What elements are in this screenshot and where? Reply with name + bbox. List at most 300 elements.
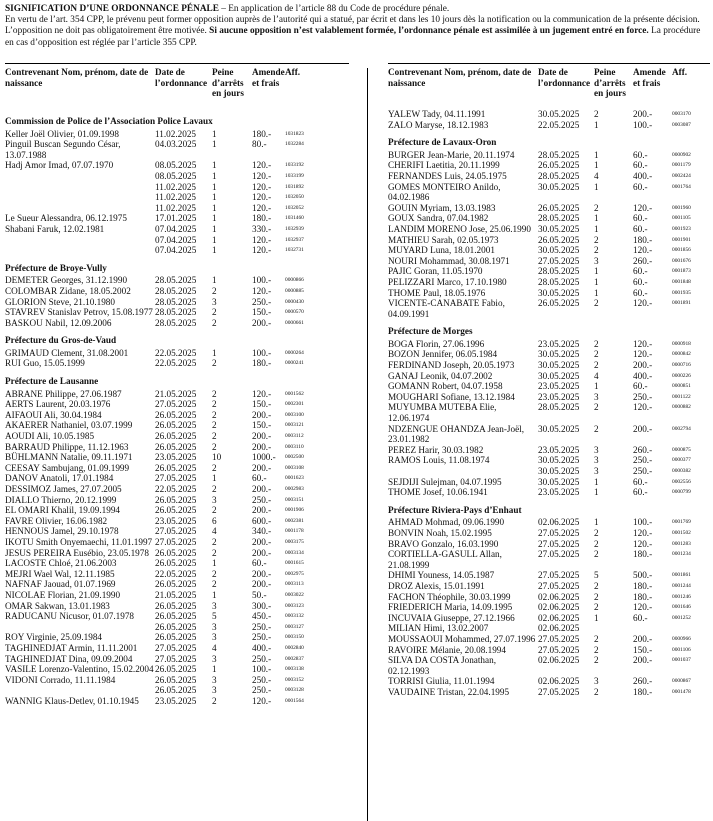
amende-frais: 400.- (252, 642, 272, 653)
affaire-number: 0001873 (672, 268, 691, 275)
ordonnance-date: 11.02.2025 (155, 181, 197, 192)
ordonnance-date: 30.05.2025 (538, 223, 580, 234)
ordonnance-entry (155, 611, 349, 622)
contrevenant-name: AIFAOUI Ali, 30.04.1984 (5, 409, 102, 420)
amende-frais: 180.- (252, 358, 272, 369)
contrevenant-name: MEJRI Wael Wal, 12.11.1985 (5, 568, 115, 579)
ordonnance-entry (538, 277, 710, 288)
peine-jours: 1 (212, 213, 217, 224)
contrevenant-name: Keller Joël Olivier, 01.09.1998 (5, 128, 119, 139)
affaire-number: 0000661 (285, 319, 304, 326)
ordonnance-entry (155, 643, 349, 654)
contrevenant-name: STAVREV Stanislav Petrov, 15.08.1977 (5, 307, 153, 318)
affaire-number: 0000875 (672, 446, 691, 453)
peine-jours: 2 (212, 409, 217, 420)
peine-jours: 1 (594, 223, 599, 234)
contrevenant-name: OMAR Sakwan, 13.01.1983 (5, 600, 110, 611)
ordonnance-date: 30.05.2025 (538, 287, 580, 298)
contrevenant-name: PELIZZARI Marco, 17.10.1980 (388, 276, 507, 287)
row-entries (155, 348, 349, 359)
ordonnance-date: 26.05.2025 (155, 494, 197, 505)
amende-frais: 120.- (252, 160, 272, 171)
table-row (388, 381, 710, 392)
ordonnance-entry (538, 517, 710, 528)
amende-frais: 60.- (633, 181, 648, 192)
amende-frais: 200.- (633, 360, 653, 371)
peine-jours: 2 (212, 695, 217, 706)
contrevenant-name: CHERIFI Laetitia, 20.11.1999 (388, 160, 500, 171)
affaire-number: 0000867 (672, 678, 691, 685)
table-row (5, 505, 349, 516)
ordonnance-date: 21.05.2025 (155, 388, 197, 399)
ordonnance-date: 26.05.2025 (155, 685, 197, 696)
table-row (388, 424, 710, 445)
contrevenant-name: SILVA DA COSTA Jonathan, 02.12.1993 (388, 655, 496, 676)
peine-jours: 3 (212, 600, 217, 611)
amende-frais: 60.- (633, 213, 648, 224)
affaire-number: 0001769 (672, 519, 691, 526)
table-row (5, 139, 349, 160)
contrevenant-name: BÜHLMANN Natalie, 09.11.1971 (5, 452, 133, 463)
peine-jours: 2 (594, 202, 599, 213)
ordonnance-date: 27.05.2025 (538, 570, 580, 581)
contrevenant-name: BASKOU Nabil, 12.09.2006 (5, 317, 112, 328)
amende-frais: 200.- (252, 409, 272, 420)
row-entries (155, 579, 349, 590)
table-row (388, 256, 710, 267)
peine-jours: 1 (594, 276, 599, 287)
amende-frais: 200.- (633, 655, 653, 666)
affaire-number: 0001244 (672, 582, 691, 589)
ordonnance-date: 02.06.2025 (538, 655, 580, 666)
amende-frais: 300.- (252, 600, 272, 611)
amende-frais: 120.- (252, 245, 272, 256)
affaire-number: 0001901 (672, 236, 691, 243)
ordonnance-entry (538, 288, 710, 299)
ordonnance-date: 11.02.2025 (155, 128, 197, 139)
ordonnance-date: 27.05.2025 (538, 633, 580, 644)
header-name: Contrevenant Nom, prénom, date de naissance (388, 67, 532, 88)
table-row (5, 654, 349, 665)
ordonnance-date: 27.05.2025 (538, 527, 580, 538)
amende-frais: 400.- (633, 370, 653, 381)
table-row (388, 676, 710, 687)
ordonnance-entry (538, 171, 710, 182)
amende-frais: 200.- (252, 505, 272, 516)
peine-jours: 3 (594, 455, 599, 466)
peine-jours: 2 (594, 338, 599, 349)
amende-frais: 250.- (252, 632, 272, 643)
peine-jours: 5 (212, 611, 217, 622)
ordonnance-entry (155, 537, 349, 548)
ordonnance-entry (538, 120, 710, 131)
contrevenant-name: DHIMI Youness, 14.05.1987 (388, 570, 495, 581)
peine-jours: 6 (212, 515, 217, 526)
ordonnance-date: 27.05.2025 (155, 536, 197, 547)
peine-jours: 3 (212, 653, 217, 664)
contrevenant-name: Pinguil Buscan Segundo César, 13.07.1988 (5, 139, 121, 160)
contrevenant-name: NICOLAE Florian, 21.09.1990 (5, 589, 121, 600)
peine-jours: 1 (212, 181, 217, 192)
table-row (5, 297, 349, 308)
section-title: Préfecture du Gros-de-Vaud (5, 335, 117, 346)
amende-frais: 180.- (633, 549, 653, 560)
peine-jours: 1 (594, 517, 599, 528)
left-column (5, 63, 349, 706)
ordonnance-entry (155, 420, 349, 431)
contrevenant-name: GOUX Sandra, 07.04.1982 (388, 213, 489, 224)
amende-frais: 200.- (633, 633, 653, 644)
row-entries (538, 392, 710, 403)
table-row (388, 645, 710, 656)
affaire-number: 0003110 (285, 443, 304, 450)
row-entries (155, 473, 349, 484)
row-entries (538, 203, 710, 214)
affaire-number: 0000882 (672, 404, 691, 411)
ordonnance-entry (538, 371, 710, 382)
ordonnance-entry (538, 298, 710, 309)
ordonnance-date: 23.05.2025 (538, 338, 580, 349)
row-entries (155, 643, 349, 654)
ordonnance-date: 26.05.2025 (155, 558, 197, 569)
amende-frais: 80.- (252, 139, 267, 150)
row-entries (155, 526, 349, 537)
contrevenant-name: MOUGHARI Sofiane, 13.12.1984 (388, 391, 515, 402)
affaire-number: 0001646 (672, 604, 691, 611)
ordonnance-entry (155, 526, 349, 537)
affaire-number: 0000382 (672, 468, 691, 474)
notice-subtitle: – En application de l’article 88 du Code de procédure pénale. (218, 4, 450, 14)
amende-frais: 250.- (633, 466, 653, 476)
affaire-number: 0001891 (672, 300, 691, 307)
affaire-number: 0000264 (285, 349, 304, 356)
ordonnance-entry (538, 455, 710, 466)
section-title: Préfecture de Lausanne (5, 376, 99, 387)
contrevenant-name: DESSIMOZ James, 27.07.2005 (5, 484, 122, 494)
affaire-number: 0003121 (285, 422, 304, 429)
affaire-number: 1032052 (285, 204, 304, 211)
section-title: Commission de Police de l’Association Police Lavaux (5, 116, 213, 126)
ordonnance-date: 11.02.2025 (155, 192, 197, 203)
ordonnance-date: 22.05.2025 (155, 358, 197, 369)
ordonnance-date: 26.05.2025 (155, 547, 197, 558)
row-entries (538, 539, 710, 550)
amende-frais: 150.- (252, 399, 272, 410)
row-entries (538, 570, 710, 581)
ordonnance-date: 27.05.2025 (538, 255, 580, 266)
ordonnance-entry (538, 687, 710, 698)
peine-jours: 1 (594, 160, 599, 171)
column-divider (367, 68, 368, 821)
row-entries (538, 360, 710, 371)
contrevenant-name: MUYARD Luna, 18.01.2001 (388, 245, 495, 256)
amende-frais: 1000.- (252, 452, 276, 463)
ordonnance-date: 27.05.2025 (155, 473, 197, 484)
table-row (388, 517, 710, 528)
contrevenant-name: LACOSTE Chloé, 21.06.2003 (5, 558, 117, 569)
contrevenant-name: HENNOUS Jamel, 29.10.1978 (5, 526, 119, 537)
peine-jours: 1 (212, 160, 217, 171)
peine-jours: 3 (212, 296, 217, 307)
peine-jours: 1 (594, 612, 599, 623)
peine-jours: 1 (594, 181, 599, 192)
affaire-number: 0001283 (672, 540, 691, 547)
contrevenant-name: TORRISI Giulia, 11.01.1994 (388, 676, 495, 687)
affaire-number: 0001037 (672, 657, 691, 664)
row-entries (538, 150, 710, 161)
affaire-number: 0000885 (285, 287, 304, 294)
notice-intro (5, 4, 708, 49)
table-row (388, 171, 710, 182)
peine-jours: 2 (594, 644, 599, 655)
affaire-number: 0003152 (285, 676, 304, 683)
affaire-number: 1033192 (285, 162, 304, 169)
ordonnance-entry (538, 213, 710, 224)
amende-frais: 200.- (633, 109, 653, 119)
row-entries (155, 601, 349, 612)
table-row (388, 445, 710, 456)
contrevenant-name: GLORION Steve, 21.10.1980 (5, 296, 115, 307)
contrevenant-name: FERNANDES Luis, 24.05.1975 (388, 170, 507, 181)
contrevenant-name: FACHON Théophile, 30.03.1999 (388, 591, 511, 602)
table-row (388, 213, 710, 224)
ordonnance-date: 30.05.2025 (538, 109, 580, 119)
affaire-number: 0001935 (672, 289, 691, 296)
row-entries (538, 277, 710, 288)
amende-frais: 120.- (633, 298, 653, 309)
ordonnance-entry (538, 613, 710, 624)
amende-frais: 200.- (252, 579, 272, 590)
affaire-number: 0003123 (285, 602, 304, 609)
contrevenant-name: INCUVAIA Giuseppe, 27.12.1966 (388, 612, 515, 623)
affaire-number: 0001502 (672, 529, 691, 536)
table-row (5, 431, 349, 442)
row-entries (538, 109, 710, 120)
ordonnance-entry (155, 452, 349, 463)
row-entries (538, 655, 710, 666)
ordonnance-date: 02.06.2025 (538, 623, 580, 634)
amende-frais: 60.- (252, 473, 267, 484)
ordonnance-entry (155, 505, 349, 516)
ordonnance-entry (538, 266, 710, 277)
section-title: Préfecture de Broye-Vully (5, 262, 107, 273)
table-row (5, 286, 349, 297)
table-row (5, 516, 349, 527)
affaire-number: 0003112 (285, 433, 304, 440)
table-row (5, 664, 349, 675)
contrevenant-name: SEJDIJI Sulejman, 04.07.1995 (388, 476, 502, 487)
notice-text-end: La procédure en cas d’opposition est réglée par l’article 355 CPP. (5, 26, 701, 48)
table-row (388, 371, 710, 382)
contrevenant-name: NOURI Mohammad, 30.08.1971 (388, 255, 510, 266)
affaire-number: 0003150 (285, 634, 304, 641)
contrevenant-name: LANDIM MORENO Jose, 25.06.1990 (388, 223, 531, 234)
table-row (388, 687, 710, 698)
row-entries (538, 266, 710, 277)
amende-frais: 120.- (633, 202, 653, 213)
amende-frais: 60.- (633, 487, 648, 498)
table-row (388, 150, 710, 161)
table-row (388, 109, 710, 120)
peine-jours: 3 (594, 676, 599, 687)
peine-jours: 2 (212, 358, 217, 369)
ordonnance-entry (155, 307, 349, 318)
affaire-number: 0003170 (672, 111, 691, 117)
ordonnance-date: 30.05.2025 (538, 360, 580, 371)
affaire-number: 0001861 (672, 572, 691, 579)
ordonnance-date: 28.05.2025 (538, 276, 580, 287)
affaire-number: 0000377 (672, 457, 691, 464)
contrevenant-name: DEMETER Georges, 31.12.1990 (5, 275, 128, 286)
peine-jours: 2 (212, 547, 217, 558)
row-entries (538, 288, 710, 299)
amende-frais: 150.- (633, 644, 653, 655)
affaire-number: 1032284 (285, 141, 304, 148)
amende-frais: 500.- (633, 570, 653, 581)
amende-frais: 200.- (633, 423, 653, 434)
ordonnance-entry (538, 235, 710, 246)
ordonnance-date: 26.05.2025 (155, 462, 197, 473)
amende-frais: 120.- (633, 402, 653, 413)
peine-jours: 2 (212, 579, 217, 590)
peine-jours: 4 (594, 170, 599, 181)
affaire-number: 0001478 (672, 688, 691, 695)
amende-frais: 250.- (252, 494, 272, 505)
row-entries (155, 297, 349, 308)
notice-bold-text: Si aucune opposition n’est valablement formée, l’ordonnance pénale est assimilée à un jugement entré en force. (209, 26, 649, 37)
row-entries (155, 431, 349, 442)
contrevenant-name: MILIAN Himi, 13.02.2007 (388, 623, 489, 634)
contrevenant-name: MUYUMBA MUTEBA Elie, 12.06.1974 (388, 402, 497, 424)
peine-jours: 2 (212, 307, 217, 318)
row-entries (155, 399, 349, 410)
ordonnance-date: 26.05.2025 (155, 664, 197, 675)
amende-frais: 60.- (252, 558, 267, 569)
ordonnance-date: 28.05.2025 (155, 317, 197, 328)
row-entries (538, 298, 710, 309)
ordonnance-entry (155, 484, 349, 495)
contrevenant-name: JESUS PEREIRA Eusébio, 23.05.1978 (5, 547, 149, 558)
ordonnance-entry (155, 654, 349, 665)
amende-frais: 120.- (633, 538, 653, 549)
contrevenant-name: Le Sueur Alessandra, 06.12.1975 (5, 213, 127, 224)
contrevenant-name: COLOMBAR Zidane, 18.05.2002 (5, 285, 131, 296)
peine-jours: 1 (594, 149, 599, 160)
contrevenant-name: RADUCANU Nicusor, 01.07.1978 (5, 611, 135, 622)
row-entries (155, 505, 349, 516)
row-entries (538, 349, 710, 360)
ordonnance-entry (155, 129, 349, 140)
header-date: Date de l’ordonnance (538, 67, 591, 88)
ordonnance-entry (538, 539, 710, 550)
ordonnance-date: 26.05.2025 (155, 505, 197, 516)
table-row (5, 484, 349, 495)
peine-jours: 1 (212, 170, 217, 181)
amende-frais: 60.- (633, 266, 648, 277)
ordonnance-entry (538, 466, 710, 477)
contrevenant-name: Shabani Faruk, 12.02.1981 (5, 223, 105, 234)
affaire-number: 0000851 (672, 383, 691, 390)
peine-jours: 1 (212, 664, 217, 675)
peine-jours: 1 (594, 287, 599, 298)
table-row (5, 442, 349, 453)
ordonnance-entry (538, 360, 710, 371)
ordonnance-date: 28.05.2025 (538, 149, 580, 160)
affaire-number: 0003113 (285, 581, 304, 588)
ordonnance-entry (538, 424, 710, 435)
table-header (5, 67, 349, 109)
affaire-number: 0001564 (285, 697, 304, 704)
table-row (388, 298, 710, 319)
ordonnance-entry (155, 431, 349, 442)
section-title: Préfecture de Morges (388, 326, 473, 337)
peine-jours: 1 (212, 128, 217, 139)
ordonnance-entry (538, 245, 710, 256)
ordonnance-entry (538, 528, 710, 539)
peine-jours: 2 (594, 633, 599, 644)
table-row (5, 473, 349, 484)
row-entries (155, 654, 349, 665)
contrevenant-name: BARRAUD Philippe, 11.12.1963 (5, 441, 129, 452)
affaire-number: 1031892 (285, 183, 304, 190)
peine-jours: 2 (594, 580, 599, 591)
header-peine: Peine d’arrêts en jours (594, 67, 626, 99)
row-entries (155, 452, 349, 463)
table-row (388, 120, 710, 131)
ordonnance-entry (155, 696, 349, 707)
peine-jours (594, 623, 633, 634)
ordonnance-date: 27.05.2025 (155, 526, 197, 537)
row-entries (155, 516, 349, 527)
row-entries (155, 420, 349, 431)
amende-frais: 50.- (252, 589, 267, 600)
affaire-number: 0001848 (672, 278, 691, 285)
table-row (5, 569, 349, 580)
peine-jours: 3 (212, 685, 217, 696)
ordonnance-date: 28.05.2025 (538, 170, 580, 181)
row-entries (538, 120, 710, 131)
ordonnance-date: 26.05.2025 (155, 600, 197, 611)
row-entries (538, 182, 710, 193)
ordonnance-entry (155, 558, 349, 569)
header-aff: Aff. (672, 67, 688, 77)
ordonnance-date: 21.05.2025 (155, 589, 197, 600)
row-entries (155, 160, 349, 213)
ordonnance-date: 30.05.2025 (538, 476, 580, 487)
peine-jours: 1 (594, 266, 599, 277)
table-row (5, 224, 349, 256)
affaire-number: 0000966 (672, 635, 691, 642)
affaire-number: 1033199 (285, 172, 304, 179)
row-entries (538, 477, 710, 488)
contrevenant-name: ABRANE Philippe, 27.06.1987 (5, 388, 122, 399)
ordonnance-entry (538, 402, 710, 413)
row-entries (538, 528, 710, 539)
ordonnance-entry (155, 495, 349, 506)
contrevenant-name: GOMES MONTEIRO Anildo, 04.02.1986 (388, 181, 501, 203)
ordonnance-date: 23.05.2025 (155, 452, 197, 463)
peine-jours: 3 (594, 391, 599, 402)
table-row (5, 632, 349, 643)
ordonnance-entry (155, 632, 349, 643)
ordonnance-date: 17.01.2025 (155, 213, 197, 224)
peine-jours: 3 (212, 494, 217, 505)
top-rule (388, 63, 710, 64)
ordonnance-entry (155, 139, 349, 150)
contrevenant-name: BOZON Jennifer, 06.05.1984 (388, 349, 498, 360)
contrevenant-name: RUI Guo, 15.05.1999 (5, 358, 85, 369)
ordonnance-date: 28.05.2025 (155, 285, 197, 296)
